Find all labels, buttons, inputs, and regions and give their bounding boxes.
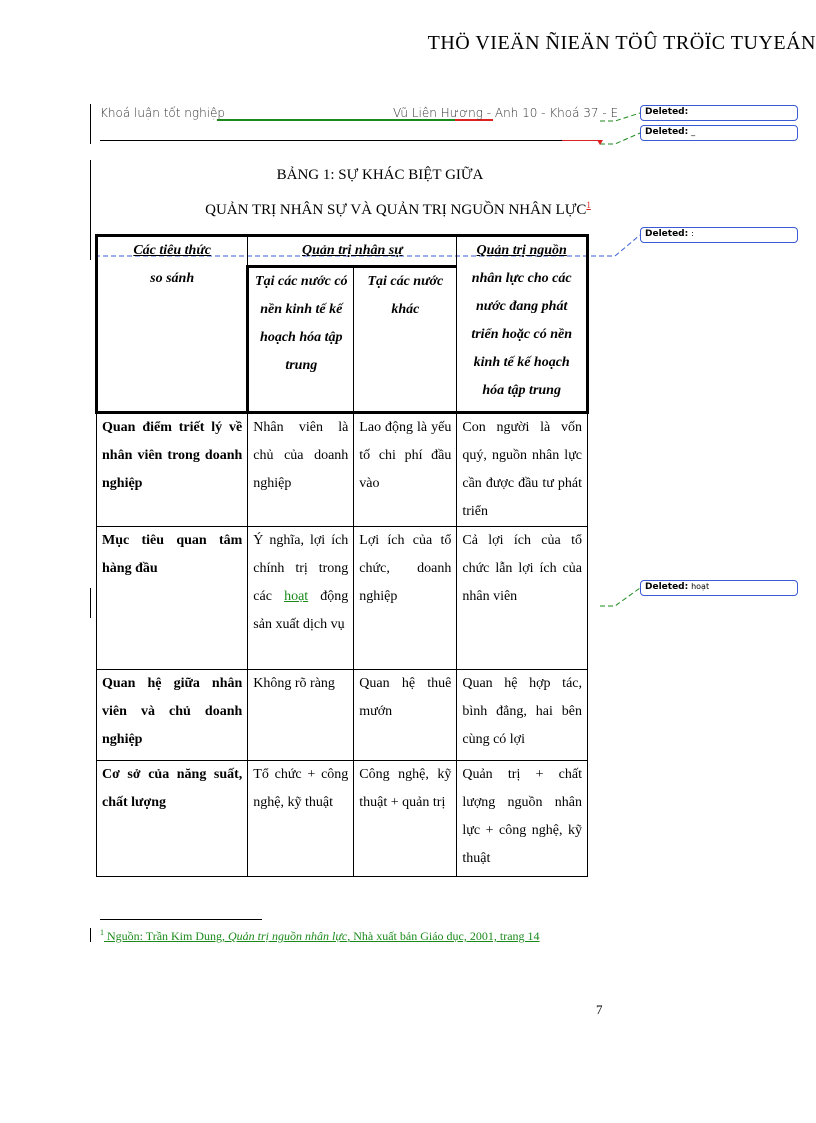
row-central-text-a: Ý nghĩa, lợi ích chính trị trong các [253, 533, 349, 604]
row-hrd-cell: Cả lợi ích của tổ chức lẫn lợi ích của nhân viên [457, 527, 588, 670]
inserted-text-highlight: hoạt [284, 589, 309, 604]
row-other-cell: Lao động là yếu tố chi phí đầu vào [354, 413, 457, 527]
row-other-cell: Lợi ích của tổ chức, doanh nghiệp [354, 527, 457, 670]
comment-value: _ [691, 127, 696, 136]
footnote-separator [100, 919, 262, 920]
comment-label: Deleted: [645, 229, 689, 239]
deleted-comment-balloon[interactable] [640, 227, 798, 243]
comment-label: Deleted: [645, 127, 689, 137]
footnote-suffix: , Nhà xuất bản Giáo dục, 2001, trang 14 [347, 929, 540, 943]
header-hrd-line-2: nhân lực cho các nước đang phát triển hoặc có nền kinh tế kế hoạch hóa tập trung [471, 271, 573, 398]
row-hrd-cell: Con người là vốn quý, nguồn nhân lực cần được đầu tư phát triển [457, 413, 588, 527]
row-central-cell: Tổ chức + công nghệ, kỹ thuật [248, 761, 354, 877]
header-criteria-line-2: so sánh [150, 271, 195, 286]
row-hrd-cell: Quan hệ hợp tác, bình đẳng, hai bên cùng có lợi [457, 670, 588, 761]
row-criterion-cell: Quan hệ giữa nhân viên và chủ doanh nghiệp [97, 670, 248, 761]
header-hrd-line-1: Quản trị nguồn [476, 243, 567, 258]
header-right-text: Vũ Liên Hương - Anh 10 - Khoá 37 - E [393, 106, 619, 120]
deleted-comment-balloon[interactable] [640, 105, 798, 121]
row-criterion-cell: Quan điểm triết lý về nhân viên trong doanh nghiệp [97, 413, 248, 527]
header-criteria-line-1: Các tiêu thức [133, 243, 211, 258]
row-hrd-cell: Quản trị + chất lượng nguồn nhân lực + công nghệ, kỹ thuật [457, 761, 588, 877]
header-criteria-cell [97, 236, 248, 413]
row-other-cell: Quan hệ thuê mướn [354, 670, 457, 761]
deleted-comment-balloon[interactable] [640, 580, 798, 596]
comment-label: Deleted: [645, 107, 689, 117]
deleted-comment-balloon[interactable] [640, 125, 798, 141]
footnote-reference[interactable]: 1 [586, 200, 591, 210]
change-bar [90, 588, 91, 618]
footnote[interactable] [100, 928, 540, 944]
row-central-cell: Không rõ ràng [248, 670, 354, 761]
table-row [97, 413, 588, 527]
row-central-cell [248, 527, 354, 670]
header-left-text: Khoá luận tốt nghiệp [100, 106, 226, 120]
header-hrm-cell [248, 236, 457, 267]
row-criterion-cell: Mục tiêu quan tâm hàng đầu [97, 527, 248, 670]
comment-value: : [691, 229, 694, 238]
comparison-table [95, 234, 589, 877]
watermark-text: THÖ VIEÄN ÑIEÄN TÖÛ TRÖÏC TUYEÁN [427, 32, 816, 54]
table-header-row [97, 236, 588, 267]
header-deleted-underline [562, 140, 600, 141]
table-row [97, 761, 588, 877]
row-criterion-cell: Cơ sở của năng suất, chất lượng [97, 761, 248, 877]
table-title-line-2 [0, 200, 806, 219]
row-central-cell: Nhân viên là chủ của doanh nghiệp [248, 413, 354, 527]
header-hrm-text: Quản trị nhân sự [302, 243, 403, 258]
running-header [100, 106, 619, 122]
footnote-prefix: Nguồn: Trần Kim Dung, [104, 929, 229, 943]
row-other-cell: Công nghệ, kỹ thuật + quản trị [354, 761, 457, 877]
comment-label: Deleted: [645, 582, 689, 592]
row-central-text-b: động sản xuất dịch vụ [253, 589, 349, 632]
table-title-text: QUẢN TRỊ NHÂN SỰ VÀ QUẢN TRỊ NGUỒN NHÂN LỰC [205, 202, 587, 218]
comment-value: hoạt [691, 582, 710, 591]
header-hrd-cell [457, 236, 588, 413]
header-central-cell: Tại các nước có nền kinh tế kế hoạch hóa tập trung [248, 267, 354, 413]
change-bar [90, 104, 91, 144]
header-other-cell: Tại các nước khác [354, 267, 457, 413]
footnote-book-title: Quản trị nguồn nhân lực [228, 929, 348, 943]
footnote-number: 1 [100, 928, 104, 937]
header-underline [100, 140, 600, 141]
table-title-line-1: BẢNG 1: SỰ KHÁC BIỆT GIỮA [276, 167, 484, 183]
page-number: 7 [596, 1002, 603, 1017]
change-bar [90, 928, 91, 942]
table-row [97, 527, 588, 670]
table-row [97, 670, 588, 761]
